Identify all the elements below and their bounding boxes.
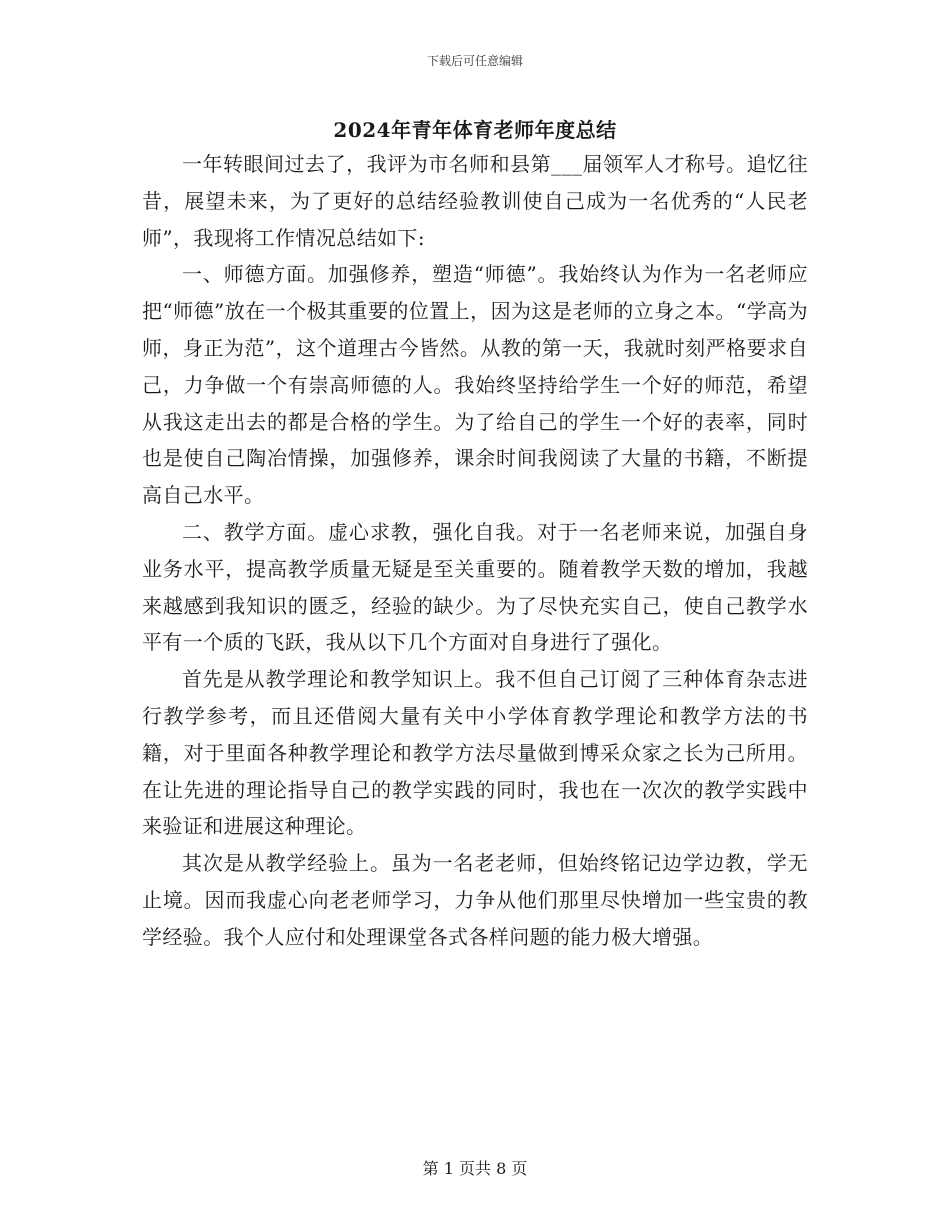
paragraph-experience: 其次是从教学经验上。虽为一名老老师，但始终铭记边学边教，学无止境。因而我虚心向老老师学习，力争从他们那里尽快增加一些宝贵的教学经验。我个人应付和处理课堂各式各样问题的能力极大增强。 bbox=[142, 851, 808, 949]
paragraph-ethics: 一、师德方面。加强修养，塑造“师德”。我始终认为作为一名老师应把“师德”放在一个极其重要的位置上，因为这是老师的立身之本。“学高为师，身正为范”，这个道理古今皆然。从教的第一天，我就时刻严格要求自己，力争做一个有崇高师德的人。我始终坚持给学生一个好的师范，希望从我这走出去的都是合格的学生。为了给自己的学生一个好的表率，同时也是使自己陶冶情操，加强修养，课余时间我阅读了大量的书籍，不断提高自己水平。 bbox=[142, 262, 808, 508]
document-title: 2024年青年体育老师年度总结 bbox=[333, 118, 617, 142]
paragraph-teaching: 二、教学方面。虚心求教，强化自我。对于一名老师来说，加强自身业务水平，提高教学质量无疑是至关重要的。随着教学天数的增加，我越来越感到我知识的匮乏，经验的缺少。为了尽快充实自己，使自己教学水平有一个质的飞跃，我从以下几个方面对自身进行了强化。 bbox=[142, 519, 808, 655]
paragraph-theory: 首先是从教学理论和教学知识上。我不但自己订阅了三种体育杂志进行教学参考，而且还借阅大量有关中小学体育教学理论和教学方法的书籍，对于里面各种教学理论和教学方法尽量做到博采众家之长为己所用。在让先进的理论指导自己的教学实践的同时，我也在一次次的教学实践中来验证和进展这种理论。 bbox=[142, 667, 808, 839]
paragraph-intro: 一年转眼间过去了，我评为市名师和县第___届领军人才称号。追忆往昔，展望未来，为了更好的总结经验教训使自己成为一名优秀的“人民老师”，我现将工作情况总结如下: bbox=[142, 152, 808, 250]
header-note: 下载后可任意编辑 bbox=[426, 54, 523, 68]
document-body bbox=[142, 146, 808, 956]
page-footer: 第 1 页共 8 页 bbox=[422, 1159, 528, 1178]
